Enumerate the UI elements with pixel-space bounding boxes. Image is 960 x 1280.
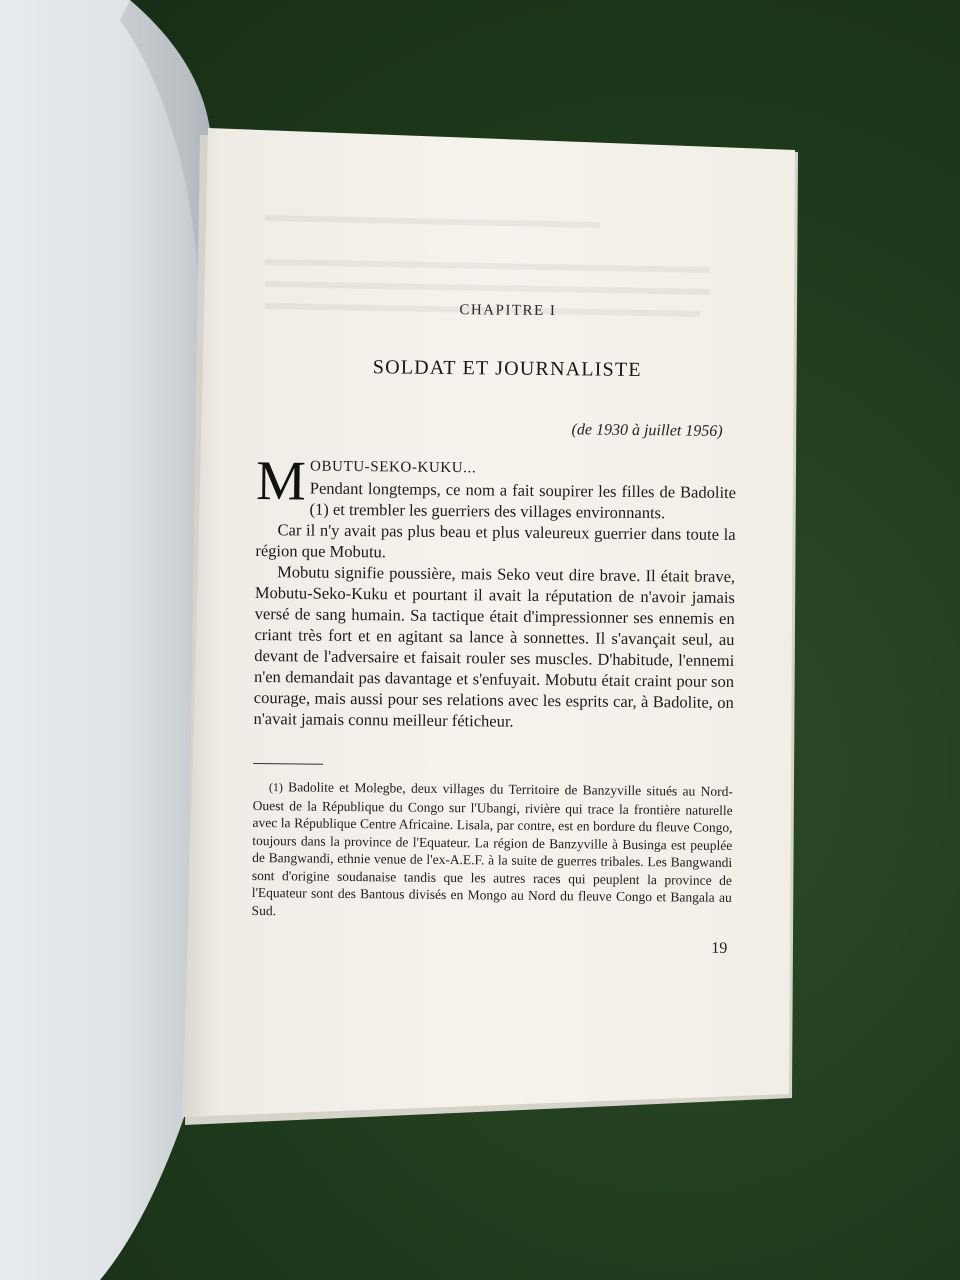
footnote-mark: (1) <box>268 780 283 795</box>
paragraph-2: Mobutu signifie poussière, mais Seko veut dire brave. Il était brave, Mobutu-Seko-Kuku et pourtant il avait la réputation de n'avoir jamais versé de sang humain. Sa tactique était d'impressionner ses ennemis en criant très fort et en agitant sa lance à sonnettes. Il s'avançait seul, au devant de l'adversaire et faisait rouler ses muscles. D'habitude, l'ennemi n'en demandait pas davantage et s'enfuyait. Mobutu était craint pour son courage, mais aussi pour ses relations avec les esprits car, à Badolite, on n'avait jamais connu meilleur féticheur. <box>253 562 736 731</box>
paragraph-1: Car il n'y avait pas plus beau et plus valeureux guerrier dans toute la région que Mobutu. <box>255 520 736 562</box>
opening-heading: OBUTU-SEKO-KUKU... <box>309 458 477 477</box>
opening-text: Pendant longtemps, ce nom a fait soupirer les filles de Badolite (1) et trembler les guerriers des villages environnants. <box>309 478 737 523</box>
chapter-dates: (de 1930 à juillet 1956) <box>571 421 723 440</box>
opening-paragraph <box>255 449 737 524</box>
right-page-text <box>251 300 738 958</box>
drop-cap: M <box>255 449 307 513</box>
footnote-rule <box>253 763 323 765</box>
chapter-label: CHAPITRE I <box>459 302 557 320</box>
page-number: 19 <box>711 939 728 957</box>
chapter-title: SOLDAT ET JOURNALISTE <box>372 356 642 382</box>
left-page <box>0 0 210 1280</box>
footnote-text: Badolite et Molegbe, deux villages du Territoire de Banzyville situés au Nord-Ouest de la République du Congo sur l'Ubangi, rivière qui trace la frontière naturelle avec la République Centre Africaine. Lisala, par contre, est en bordure du fleuve Congo, toujours dans la province de l'Equateur. La région de Banzyville à Businga est peuplée de Bangwandi, ethnie venue de l'ex-A.E.F. à la suite de guerres tribales. Les Bangwandi sont d'origine soudanaise tandis que les autres races qui peuplent la province de l'Equateur sont des Bantous divisés en Mongo au Nord du fleuve Congo et Bangala au Sud. <box>251 779 733 918</box>
footnote <box>252 778 733 924</box>
